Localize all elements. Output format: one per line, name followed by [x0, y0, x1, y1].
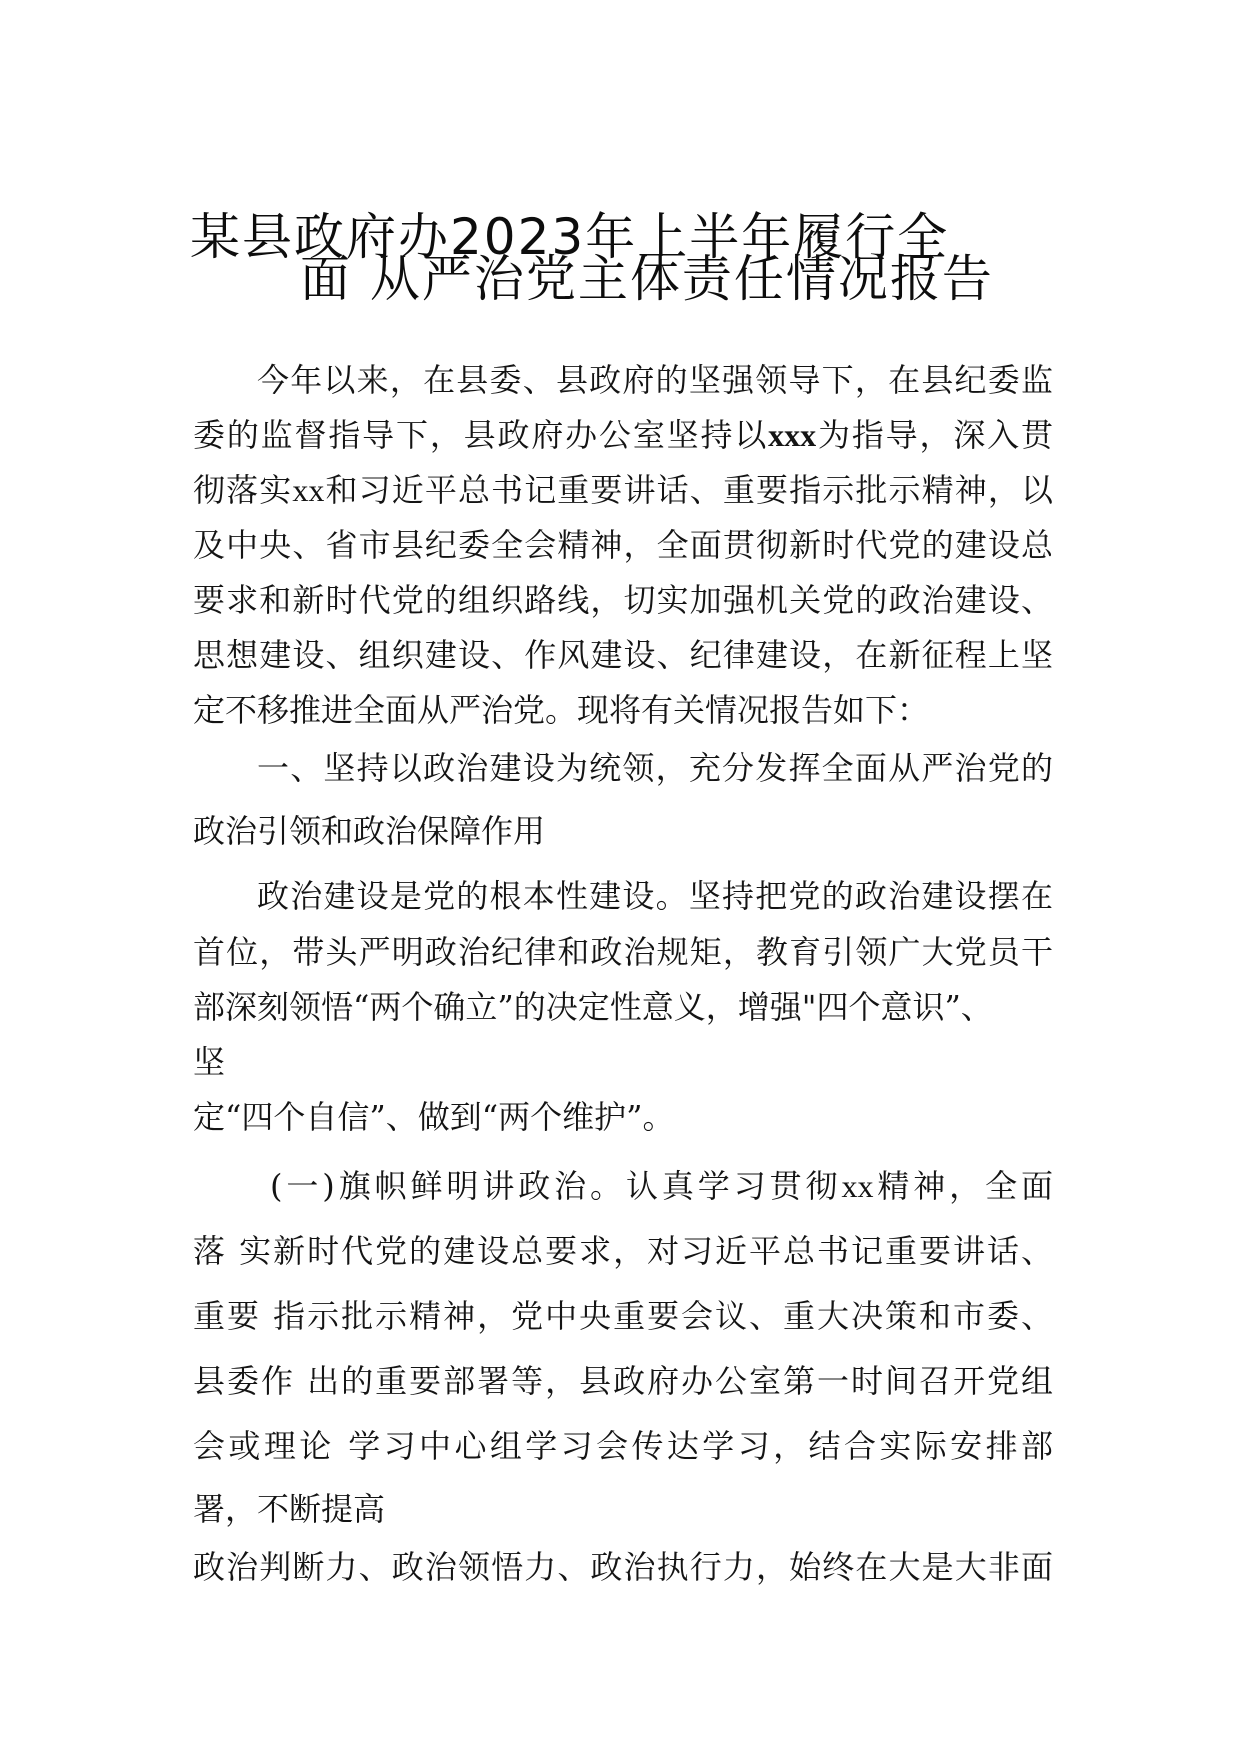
- subsection-1-line-2: 落 实新时代党的建设总要求，对习近平总书记重要讲话、: [193, 1232, 1053, 1270]
- subsection-1-line-1-text-b: 精神，全面: [873, 1167, 1053, 1205]
- subsection-1-line-3: 重要 指示批示精神，党中央重要会议、重大决策和市委、: [193, 1297, 1053, 1335]
- subsection-1-line-1-text-a: (一)旗帜鲜明讲政治。认真学习贯彻: [270, 1167, 842, 1205]
- subsection-1-line-7: 政治判断力、政治领悟力、政治执行力，始终在大是大非面: [193, 1548, 1053, 1586]
- section-1-body-line-2: 首位，带头严明政治纪律和政治规矩，教育引领广大党员干: [193, 933, 1053, 971]
- intro-line-3: [193, 471, 1053, 509]
- section-1-heading-line-1: 一、坚持以政治建设为统领，充分发挥全面从严治党的: [257, 749, 1053, 787]
- section-1-heading-line-2: 政治引领和政治保障作用: [193, 812, 546, 850]
- intro-line-3-text-b: 和习近平总书记重要讲话、重要指示批示精神，以: [324, 471, 1053, 509]
- subsection-1-line-1: [270, 1167, 1053, 1205]
- subsection-1-line-5: 会或理论 学习中心组学习会传达学习，结合实际安排部: [193, 1427, 1053, 1465]
- intro-line-5: 要求和新时代党的组织路线，切实加强机关党的政治建设、: [193, 581, 1053, 619]
- section-1-body-line-1: 政治建设是党的根本性建设。坚持把党的政治建设摆在: [257, 877, 1053, 915]
- document-title-line-1: 某县政府办2023年上半年履行全: [190, 208, 950, 266]
- intro-placeholder-xx: xx: [292, 472, 325, 508]
- intro-line-7: 定不移推进全面从严治党。现将有关情况报告如下：: [193, 691, 930, 729]
- document-title-line-2: 面 从严治党主体责任情况报告: [300, 250, 994, 308]
- intro-line-3-text-a: 彻落实: [193, 471, 293, 509]
- intro-line-4: 及中央、省市县纪委全会精神，全面贯彻新时代党的建设总: [193, 526, 1053, 564]
- intro-line-2-text-b: 为指导，深入贯: [816, 416, 1053, 454]
- section-1-body-line-3: 部深刻领悟“两个确立”的决定性意义，增强"四个意识”、: [193, 988, 993, 1026]
- subsection-placeholder-xx: xx: [841, 1168, 874, 1204]
- subsection-1-line-4: 县委作 出的重要部署等，县政府办公室第一时间召开党组: [193, 1362, 1053, 1400]
- section-1-body-line-5: 定“四个自信”、做到“两个维护”。: [193, 1098, 675, 1136]
- subsection-1-line-6: 署，不断提高: [193, 1490, 386, 1528]
- intro-line-1: 今年以来，在县委、县政府的坚强领导下，在县纪委监: [257, 361, 1053, 399]
- intro-line-2-text-a: 委的监督指导下，县政府办公室坚持以: [193, 416, 769, 454]
- intro-line-6: 思想建设、组织建设、作风建设、纪律建设，在新征程上坚: [193, 636, 1053, 674]
- intro-emphasis-xxx: xxx: [768, 417, 817, 453]
- section-1-body-line-4: 坚: [193, 1043, 226, 1081]
- intro-line-2: [193, 416, 1053, 454]
